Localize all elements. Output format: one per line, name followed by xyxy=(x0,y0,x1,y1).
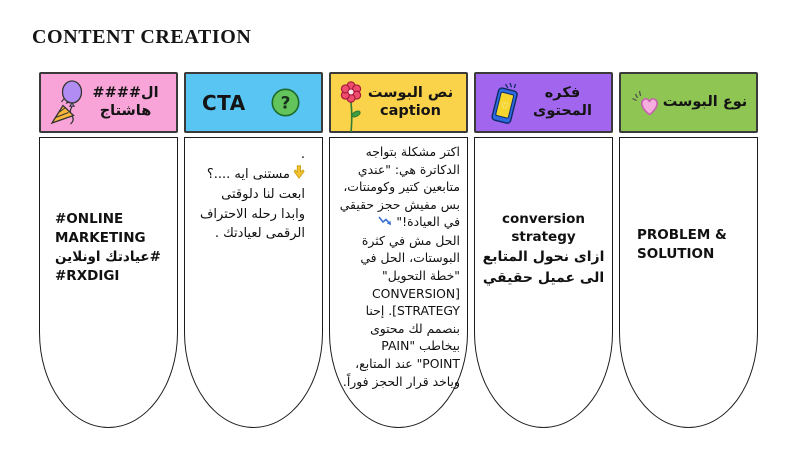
column-cta xyxy=(184,72,323,428)
caption-cell xyxy=(329,137,468,428)
post-type-header-label: نوع البوست xyxy=(662,93,748,110)
hashtag-line-en1: #ONLINE MARKETING xyxy=(55,211,146,246)
hashtag-line-ar: #عيادتك اونلاين xyxy=(55,248,161,265)
content-idea-en: conversion strategy xyxy=(501,211,586,246)
content-idea-cell xyxy=(474,137,613,428)
caption-part2: الحل مش في كثرة البوستات، الحل في "خطة التحويل" [CONVERSION STRATEGY]. إحنا بنصمم لك محتوى بيخاطب "PAIN POINT" عند المتابع، وياخد قرار الحجز فوراً. xyxy=(342,232,460,389)
page-title: CONTENT CREATION xyxy=(32,26,252,48)
cta-header-label: CTA xyxy=(202,90,246,115)
cta-line3: وابدا رحله الاحتراف xyxy=(199,206,305,222)
content-idea-header xyxy=(474,72,613,133)
hand-down-icon xyxy=(293,165,305,186)
caption-part1: اكتر مشكلة بتواجه الدكاترة هي: "عندي متابعين كتير وكومنتات، بس مفيش حجز حقيقي في العيادة!" xyxy=(339,144,460,230)
caption-header-line1: نص البوست xyxy=(367,85,454,102)
cta-cell xyxy=(184,137,323,428)
svg-text:♡: ♡ xyxy=(499,100,510,112)
post-type-header xyxy=(619,72,758,133)
cta-dot: . xyxy=(300,147,305,162)
column-caption xyxy=(329,72,468,428)
hashtag-line-en2: #RXDIGI xyxy=(55,267,120,284)
caption-header xyxy=(329,72,468,133)
hashtags-header-line1: ال#### xyxy=(92,85,159,102)
cta-line4: الرقمى لعيادتك . xyxy=(214,226,305,241)
svg-text:?: ? xyxy=(280,93,291,114)
post-type-cell xyxy=(619,137,758,428)
content-idea-ar: ازاى نحول المتابع الى عميل حقيقي xyxy=(482,249,605,286)
column-content-idea xyxy=(474,72,613,428)
hashtags-cell xyxy=(39,137,178,428)
heart-icon xyxy=(629,88,662,118)
hashtags-header-line2: هاشتاج xyxy=(99,102,152,119)
caption-header-line2: caption xyxy=(380,102,441,119)
cta-header xyxy=(184,72,323,133)
phone-heart-icon xyxy=(484,79,522,127)
balloon-party-icon xyxy=(49,80,83,126)
post-type-text: PROBLEM & SOLUTION xyxy=(637,227,727,262)
cta-line2: ابعت لنا دلوقتى xyxy=(221,187,305,202)
hashtags-header xyxy=(39,72,178,133)
question-icon xyxy=(270,87,301,118)
flower-icon xyxy=(339,81,363,133)
columns-board xyxy=(39,72,758,428)
content-idea-header-label: فكره المحتوى xyxy=(533,85,592,119)
cta-line1: مستنى ايه ....؟ xyxy=(206,167,290,182)
chart-decreasing-icon xyxy=(378,214,392,232)
column-hashtags xyxy=(39,72,178,428)
column-post-type xyxy=(619,72,758,428)
